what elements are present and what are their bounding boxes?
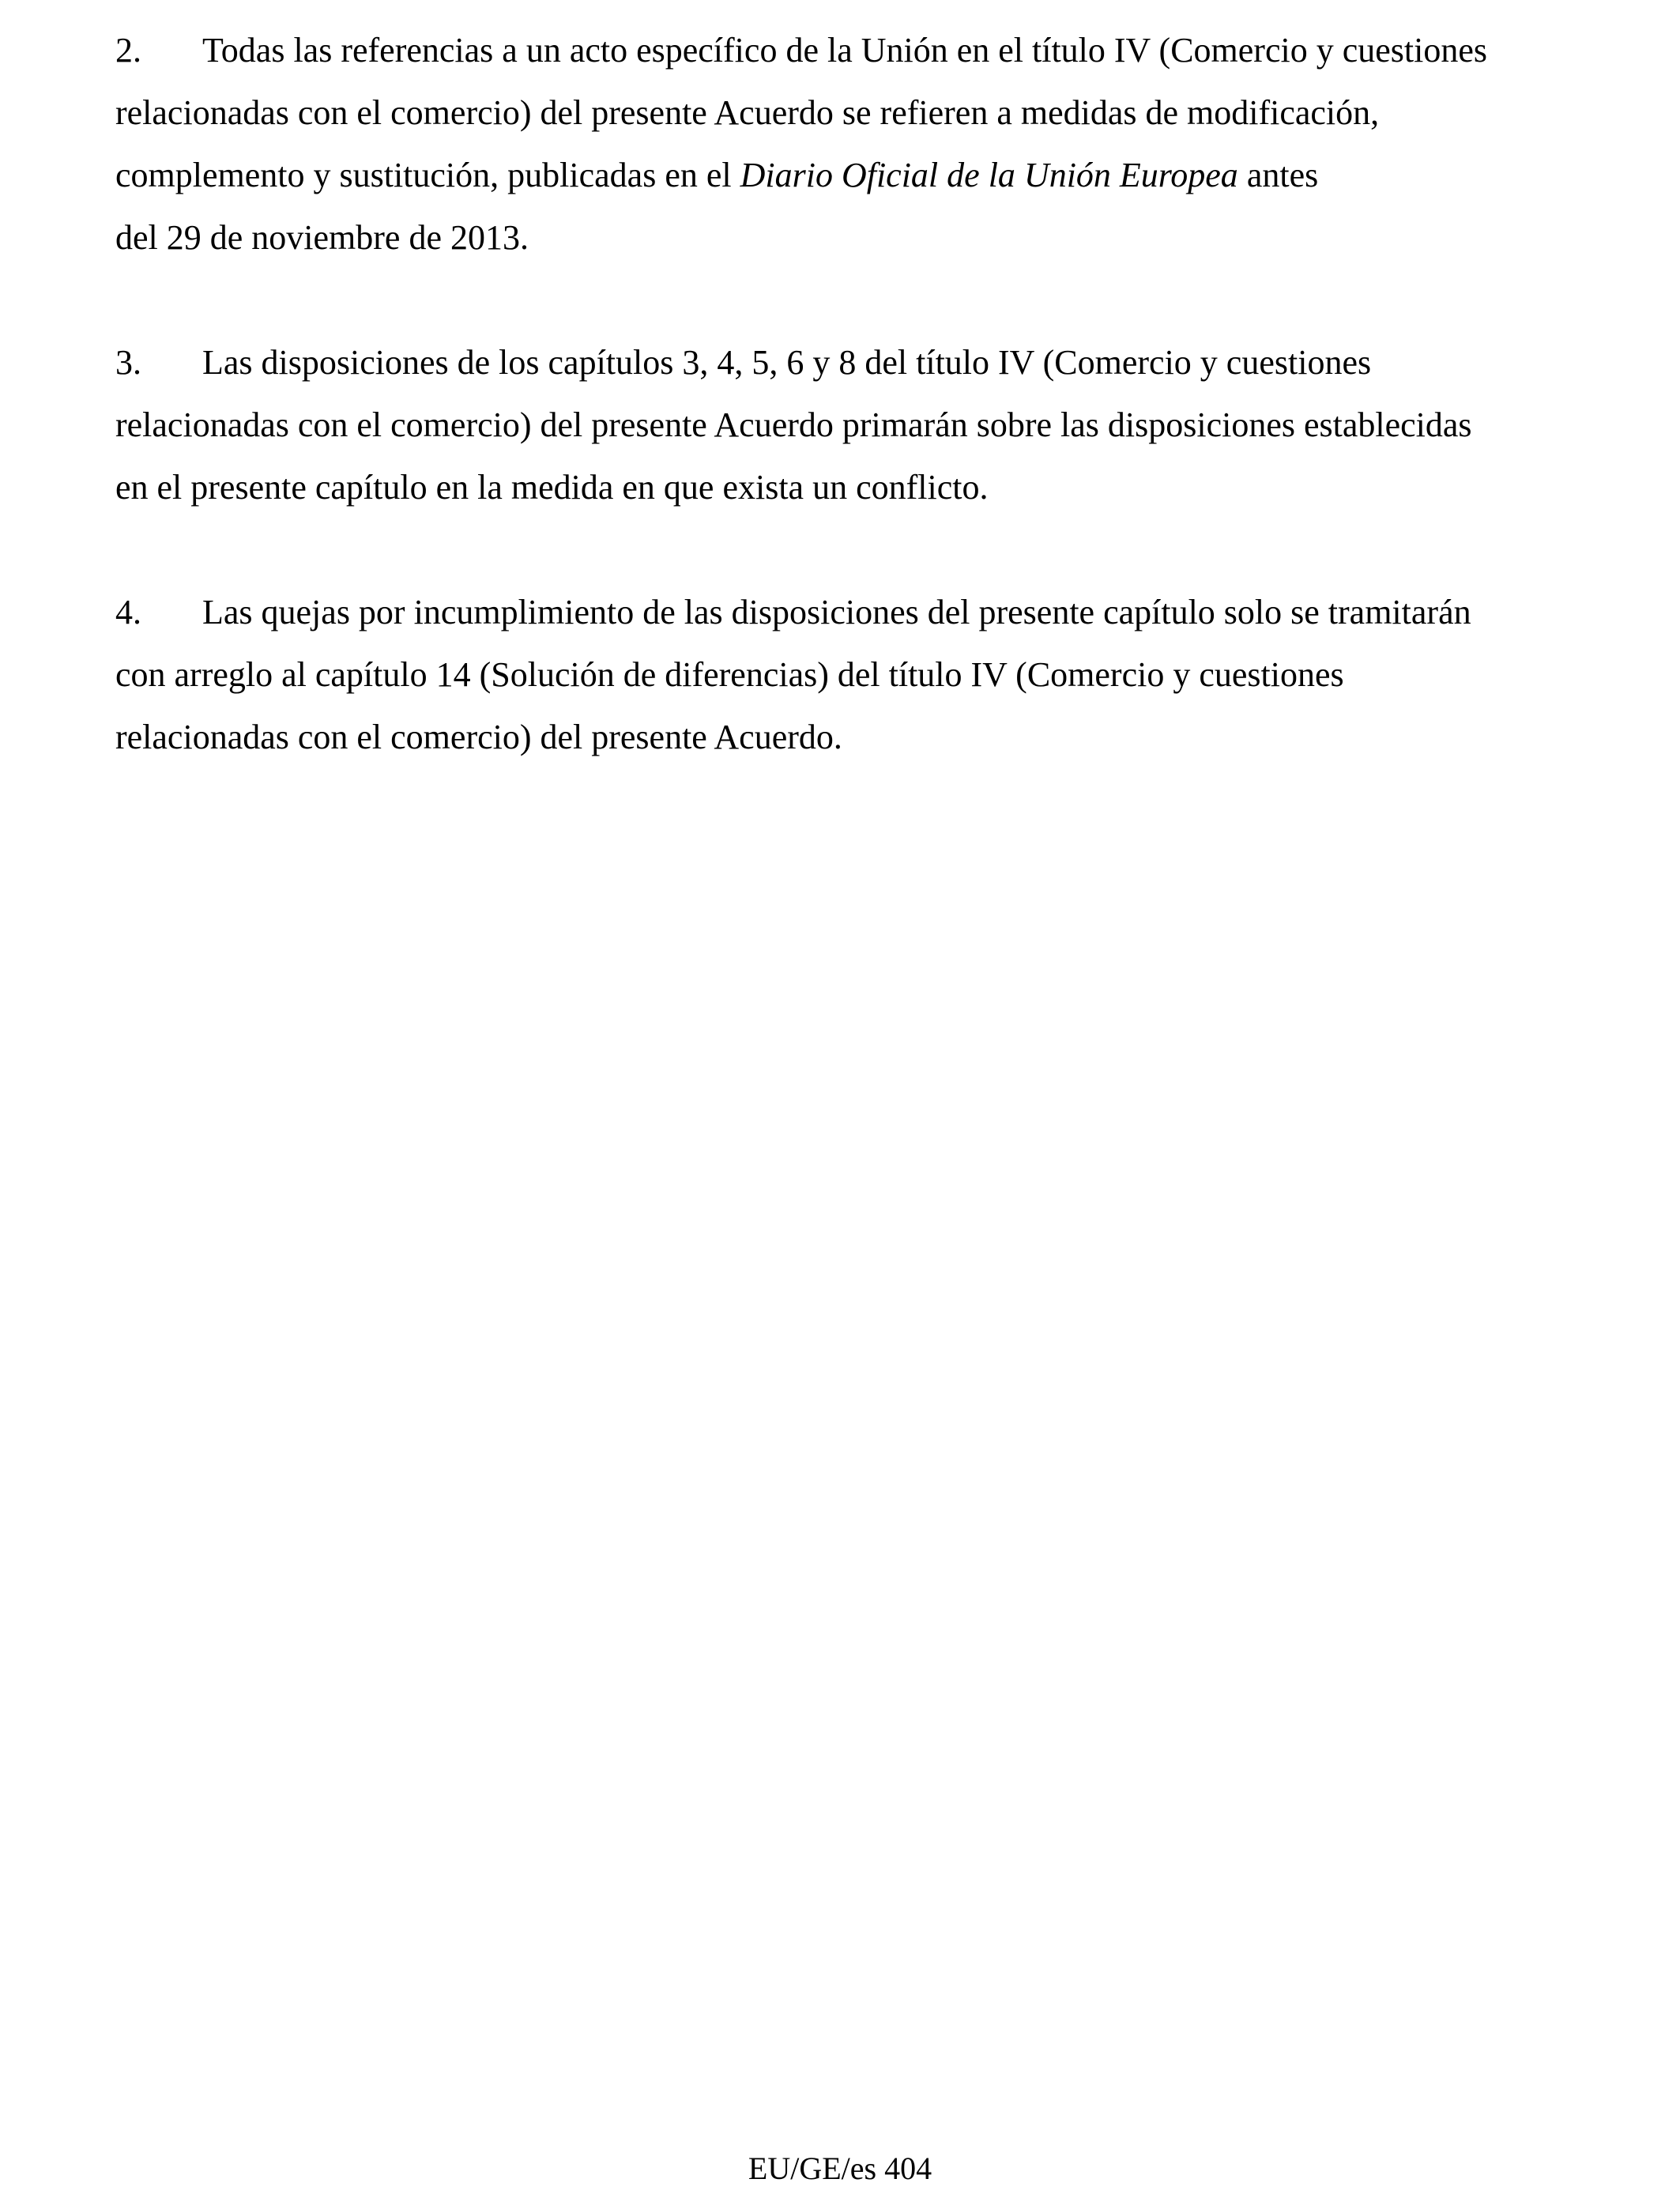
paragraph-2-line-3-before: complemento y sustitución, publicadas en el [115, 156, 740, 194]
paragraph-2-line-1-text: Todas las referencias a un acto específico de la Unión en el título IV (Comercio y cuestiones [202, 31, 1487, 70]
paragraph-3-line-2: relacionadas con el comercio) del presente Acuerdo primarán sobre las disposiciones establecidas [115, 405, 1472, 444]
paragraph-4-number: 4. [115, 593, 141, 631]
page-footer-reference: EU/GE/es 404 [748, 2151, 932, 2186]
journal-title-italic: Diario Oficial de la Unión Europea [740, 156, 1238, 194]
paragraph-4-line-1 [115, 581, 1617, 643]
paragraph-2-line-2: relacionadas con el comercio) del presente Acuerdo se refieren a medidas de modificación, [115, 93, 1380, 132]
paragraph-4-line-3: relacionadas con el comercio) del presente Acuerdo. [115, 718, 842, 756]
paragraph-4-line-1-text: Las quejas por incumplimiento de las disposiciones del presente capítulo solo se tramitarán [202, 593, 1471, 631]
paragraph-3-line-1-text: Las disposiciones de los capítulos 3, 4, 5, 6 y 8 del título IV (Comercio y cuestiones [202, 343, 1372, 382]
paragraph-4-line-2: con arreglo al capítulo 14 (Solución de diferencias) del título IV (Comercio y cuestiones [115, 655, 1344, 694]
paragraph-3 [115, 331, 1617, 518]
paragraph-3-line-3: en el presente capítulo en la medida en que exista un conflicto. [115, 468, 989, 507]
document-body [115, 19, 1617, 831]
paragraph-2-line-3 [115, 144, 1617, 206]
paragraph-2-line-3-after: antes [1237, 156, 1319, 194]
paragraph-3-line-1 [115, 331, 1617, 394]
paragraph-2-line-4: del 29 de noviembre de 2013. [115, 218, 529, 257]
paragraph-2-number: 2. [115, 31, 141, 70]
paragraph-3-number: 3. [115, 343, 141, 382]
paragraph-2 [115, 19, 1617, 269]
paragraph-2-line-1 [115, 19, 1617, 81]
paragraph-4 [115, 581, 1617, 768]
